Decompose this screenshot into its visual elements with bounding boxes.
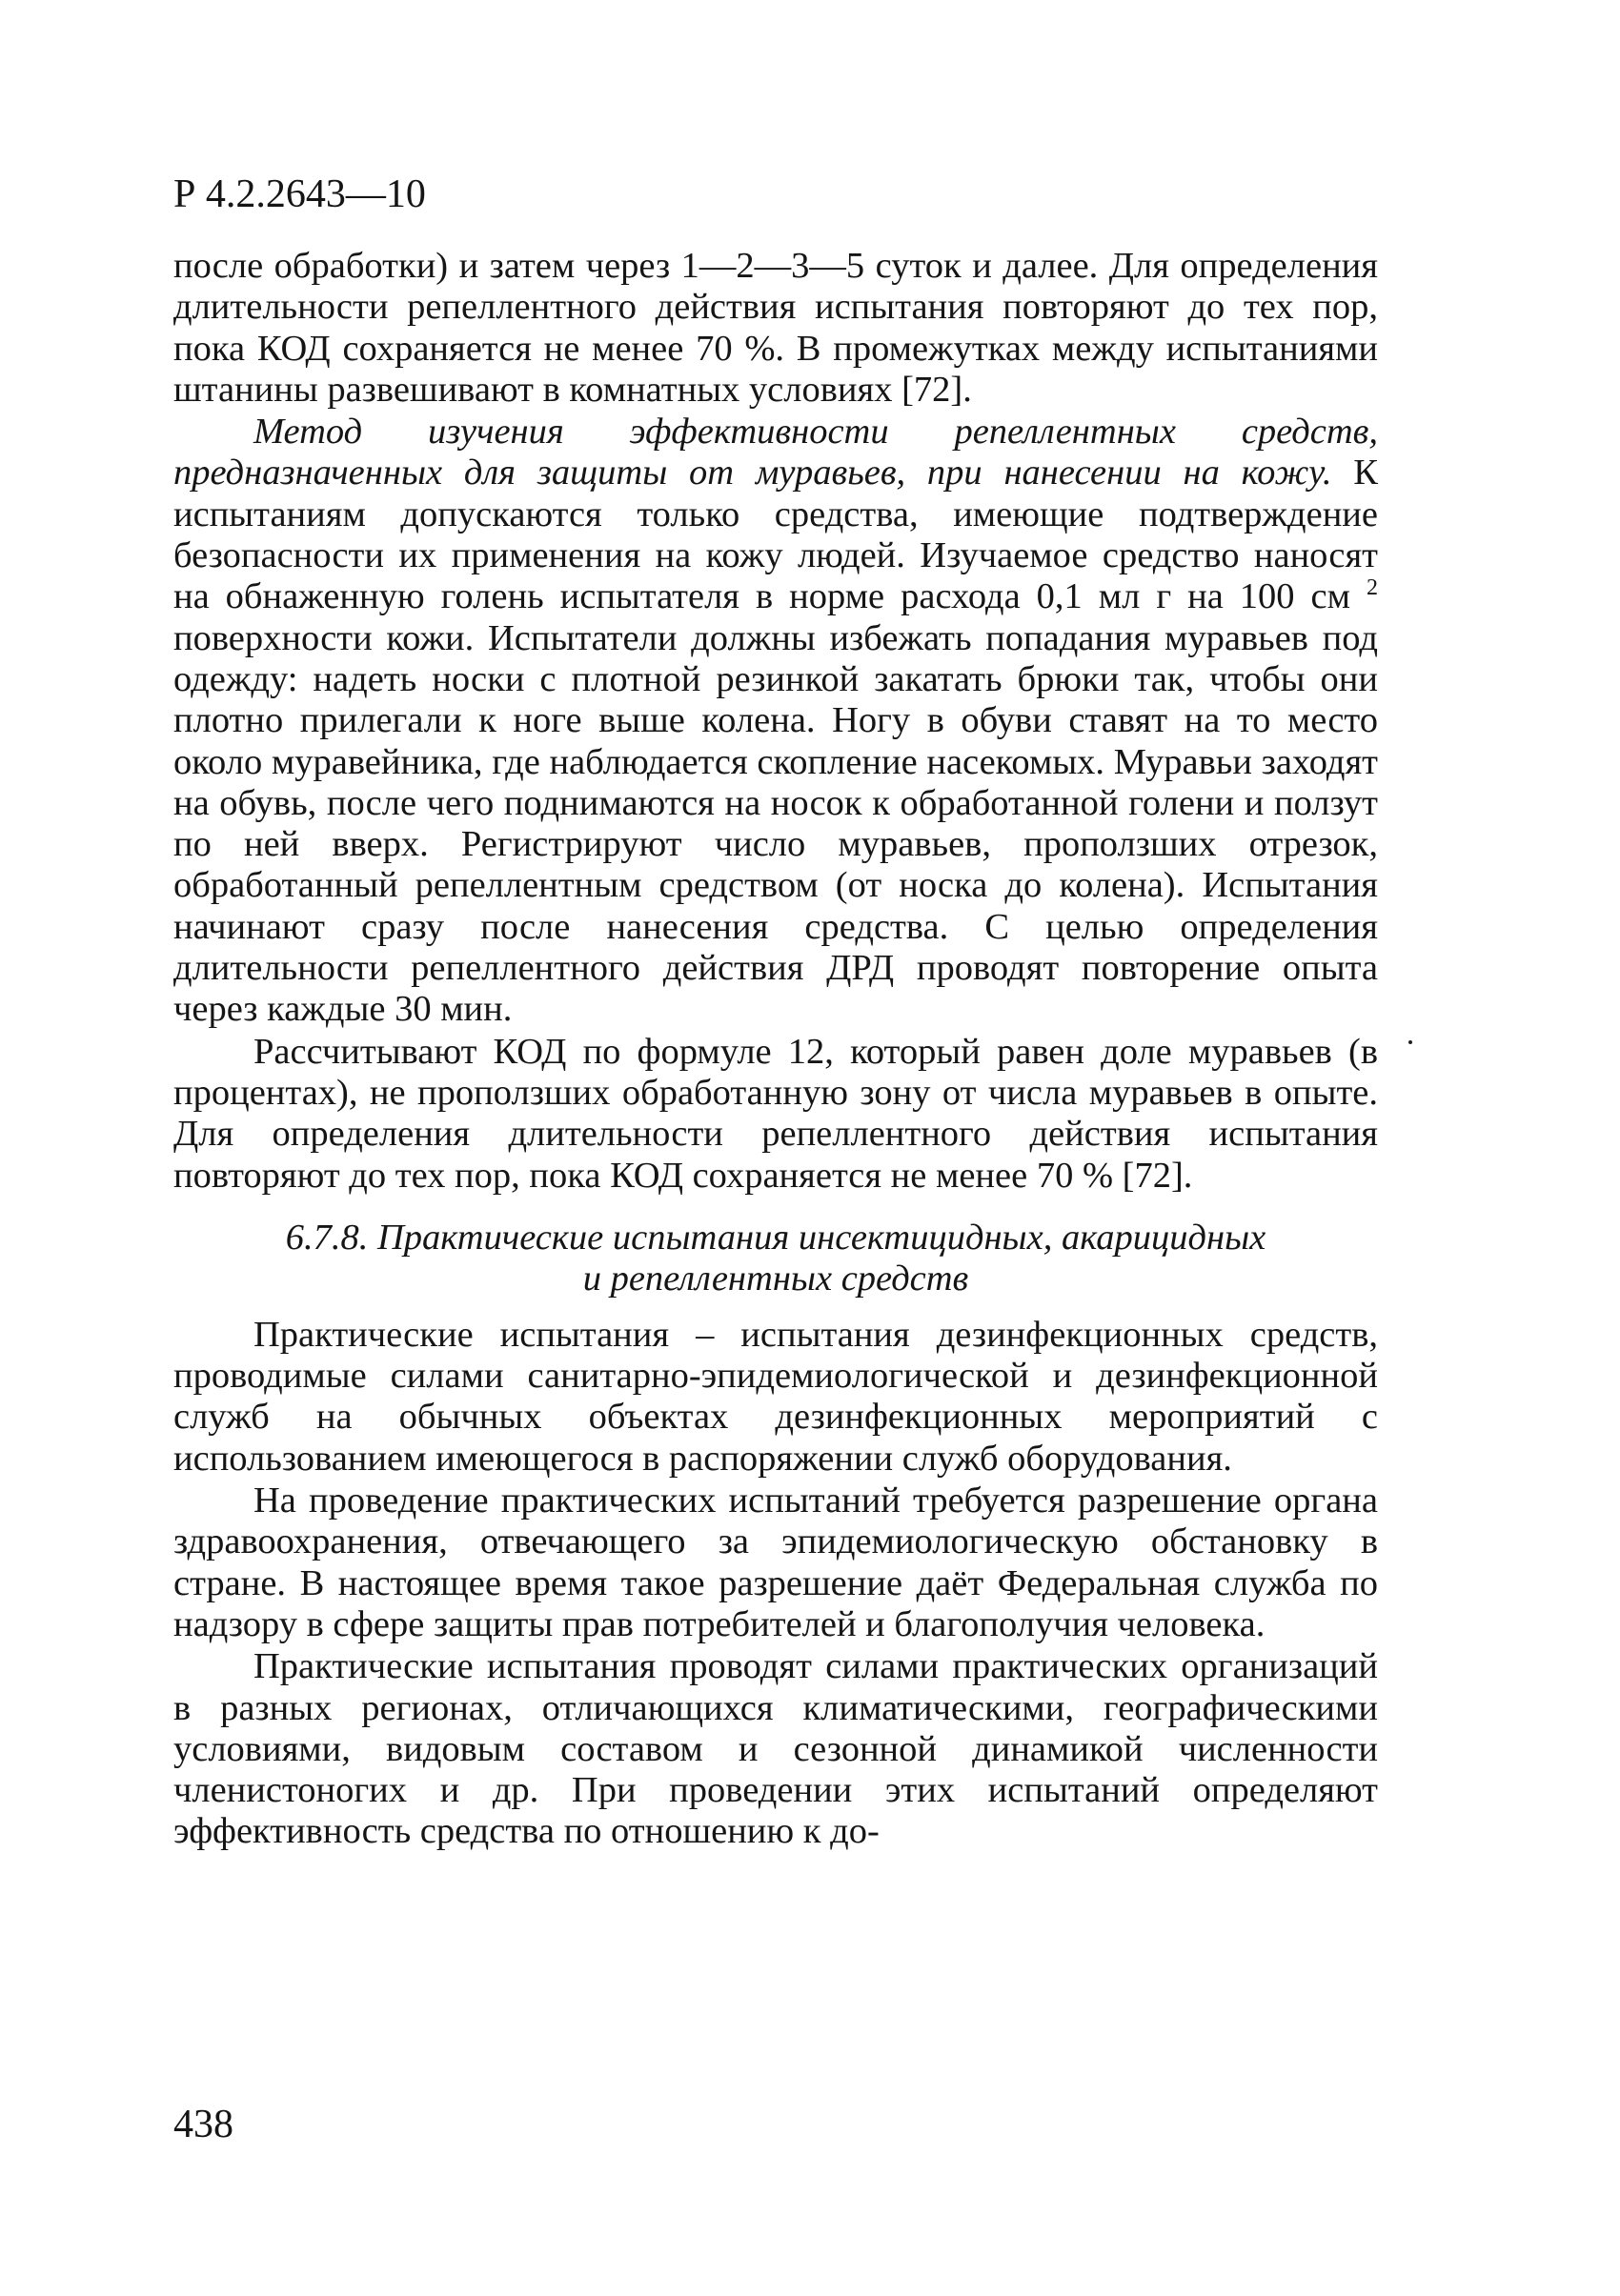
paragraph-2-text-b: поверхности кожи. Испытатели должны избежать попадания муравьев под одежду: надеть носки с плотной резинкой закатать брюки так, чтобы они плотно прилегали к ноге выше колена. Ногу в обуви ставят на то место около муравейника, где наблюдается скопление насекомых. Муравьи заходят на обувь, после чего поднимаются на носок к обработанной голени и ползут по ней вверх. Регистрируют число муравьев, проползших отрезок, обработанный репеллентным средством (от носка до колена). Испытания начинают сразу после нанесения средства. С целью определения длительности репеллентного действия ДРД проводят повторение опыта через каждые 30 мин. xyxy=(173,617,1378,1030)
method-title: Метод изучения эффективности репеллентных средств, предназначенных для защиты от муравьев, при нанесении на кожу. xyxy=(173,412,1378,493)
paragraph-2-text-a: К испытаниям допускаются только средства, имеющие подтверждение безопасности их применения на кожу людей. Изучаемое средство наносят на обнаженную голень испытателя в норме расхода 0,1 мл г на 100 см xyxy=(173,453,1378,617)
section-heading-line-1: 6.7.8. Практические испытания инсектицидных, акарицидных xyxy=(285,1217,1266,1258)
section-heading xyxy=(173,1218,1378,1299)
section-heading-line-2: и репеллентных средств xyxy=(582,1258,969,1299)
scan-speck xyxy=(1408,1040,1412,1044)
page-number: 438 xyxy=(173,2103,233,2146)
paragraph-3: Рассчитывают КОД по формуле 12, который равен доле муравьев (в процентах), не проползших обработанную зону от числа муравьев в опыте. Для определения длительности репеллентного действия испытания повторяют до тех пор, пока КОД сохраняется не менее 70 % [72]. xyxy=(173,1031,1378,1196)
paragraph-2 xyxy=(173,412,1378,1030)
paragraph-4: Практические испытания – испытания дезинфекционных средств, проводимые силами санитарно-эпидемиологической и дезинфекционной служб на обычных объектах дезинфекционных мероприятий с использованием имеющегося в распоряжении служб оборудования. xyxy=(173,1314,1378,1479)
paragraph-6: Практические испытания проводят силами практических организаций в разных регионах, отличающихся климатическими, географическими условиями, видовым составом и сезонной динамикой численности членистоногих и др. При проведении этих испытаний определяют эффективность средства по отношению к до- xyxy=(173,1646,1378,1852)
superscript-2: 2 xyxy=(1367,575,1378,601)
document-code-header: Р 4.2.2643—10 xyxy=(173,172,426,216)
paragraph-5: На проведение практических испытаний требуется разрешение органа здравоохранения, отвечающего за эпидемиологическую обстановку в стране. В настоящее время такое разрешение даёт Федеральная служба по надзору в сфере защиты прав потребителей и благополучия человека. xyxy=(173,1480,1378,1644)
document-body xyxy=(173,246,1378,1853)
paragraph-1: после обработки) и затем через 1—2—3—5 суток и далее. Для определения длительности репеллентного действия испытания повторяют до тех пор, пока КОД сохраняется не менее 70 %. В промежутках между испытаниями штанины развешивают в комнатных условиях [72]. xyxy=(173,246,1378,410)
